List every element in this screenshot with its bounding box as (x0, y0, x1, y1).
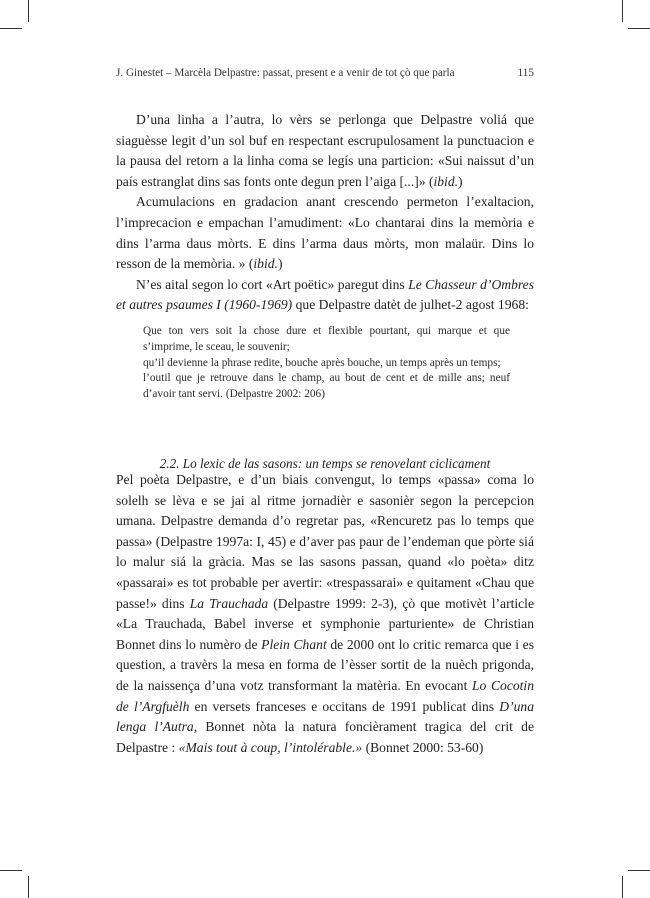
crop-mark (0, 28, 22, 29)
crop-mark (28, 876, 29, 898)
crop-mark (622, 876, 623, 898)
block-quote (143, 324, 510, 403)
paragraph: D’una linha a l’autra, lo vèrs se perlonga que Delpastre voliá que siaguèsse legit d’un sol buf en respectant escrupulosament la punctuacion e la pausa del retorn a la linha coma se legís una particion: «Sui naissut d’un país estranglat dins sas fonts onte degun pren l’aiga [...]» (ibid.) (116, 112, 534, 189)
section-heading: 2.2. Lo lexic de las sasons: un temps se renovelant ciclicament (159, 456, 491, 471)
paragraph: N’es aital segon lo cort «Art poëtic» paregut dins Le Chasseur d’Ombres et autres psaumes I (1960-1969) que Delpastre datèt de julhet-2 agost 1968: (116, 276, 534, 313)
crop-mark (628, 28, 650, 29)
crop-mark (622, 0, 623, 22)
quote-line: Que ton vers soit la chose dure et flexible pourtant, qui marque et que s’imprime, le sceau, le souvenir; (143, 325, 510, 353)
crop-mark (0, 870, 22, 871)
quote-line: qu’il devienne la phrase redite, bouche après bouche, un temps après un temps; (143, 356, 501, 369)
body-upper (116, 110, 534, 316)
paragraph: Acumulacions en gradacion anant crescendo permeton l’exaltacion, l’imprecacion e empachan l’amudiment: «Lo chantarai dins la memòria e dins l’arma daus mòrts. E dins l’arma daus mòrts, mon malaür. Dins lo resson de la memòria. » (ibid.) (116, 194, 534, 272)
quote-line: l’outil que je retrouve dans le champ, au bout de cent et de mille ans; neuf d’avoir tant servi. (Delpastre 2002: 206) (143, 372, 510, 401)
paragraph: Pel poèta Delpastre, e d’un biais convengut, lo temps «passa» coma lo solelh se lèva e se jai al ritme jornadièr e sasonièr segon la percepcion umana. Delpastre demanda d’o regretar pas, «Rencuretz pas lo temps que passa» (Delpastre 1997a: I, 45) e d’aver pas paur de l’endeman que pòrte siá lo malur siá la gràcia. Mas se las sasons passan, quand «lo poèta» ditz «passarai» es tot probable per avertir: «trespassarai» e quitament «Chau que passe!» dins La Trauchada (Delpastre 1999: 2-3), çò que motivèt l’article «La Trauchada, Babel inverse et symphonie parturiente» de Christian Bonnet dins lo numèro de Plein Chant de 2000 ont lo critic remarca que i es question, a travèrs la mesa en forma de l’èsser sortit de la nuèch prigonda, de la naissença d’una votz transformant la matèria. En evocant Lo Cocotin de l’Argfuèlh en versets franceses e occitans de 1991 publicat dins D’una lenga l’Autra, Bonnet nòta la natura foncièrament tragica del crit de Delpastre : «Mais tout à coup, l’intolérable.» (Bonnet 2000: 53-60) (116, 472, 534, 755)
page-number: 115 (517, 67, 534, 79)
running-header (116, 67, 534, 79)
body-lower (116, 470, 534, 758)
running-title: J. Ginestet – Marcèla Delpastre: passat, present e a venir de tot çò que parla (116, 67, 455, 79)
crop-mark (628, 870, 650, 871)
crop-mark (28, 0, 29, 22)
